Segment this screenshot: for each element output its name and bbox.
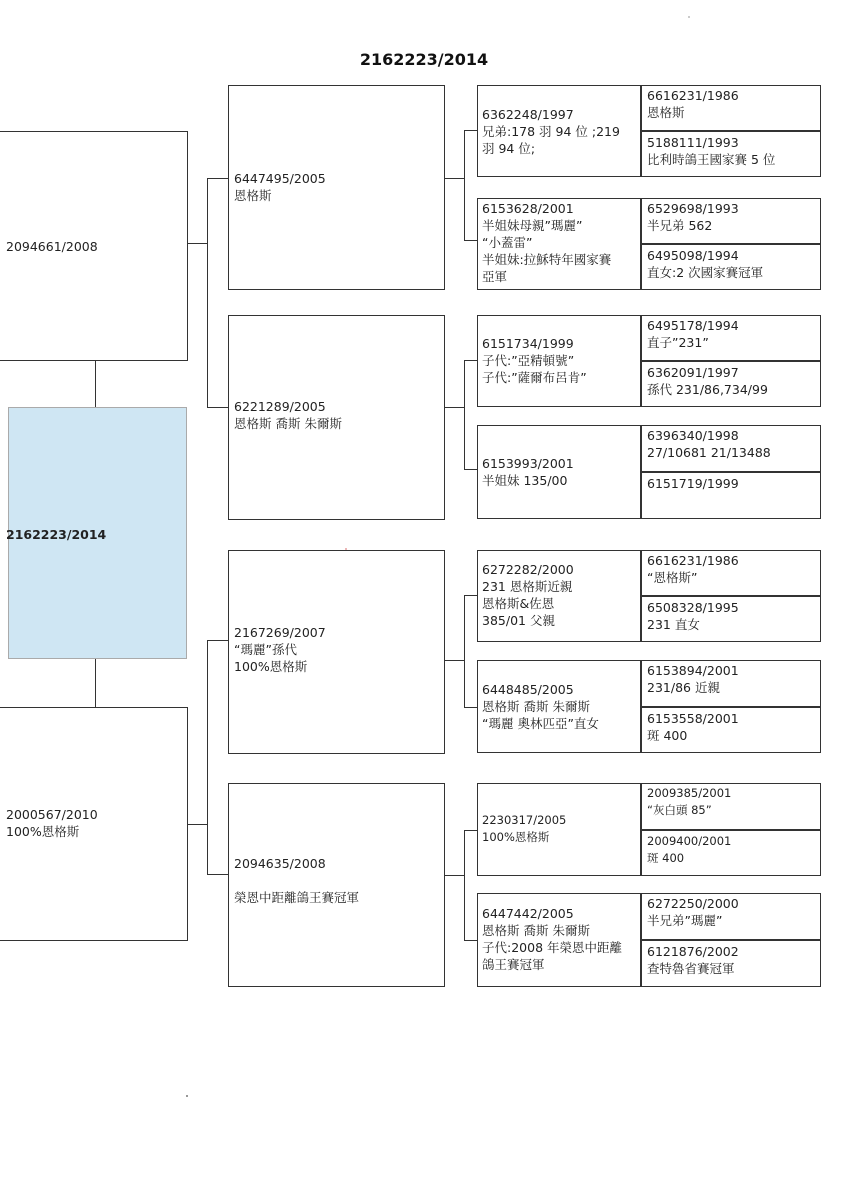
gen2-text-1 — [234, 170, 326, 204]
subject-id: 2162223/2014 — [6, 527, 107, 542]
gen4-text-13-line: 2009385/2001 — [647, 786, 732, 800]
gen4-text-13 — [647, 785, 731, 819]
gen2-text-2 — [234, 398, 342, 432]
connector-line — [207, 407, 228, 408]
gen2-text-2-line: 恩格斯 喬斯 朱爾斯 — [234, 416, 342, 431]
connector-line — [464, 707, 477, 708]
connector-line — [207, 178, 228, 179]
gen4-text-14 — [647, 833, 731, 867]
gen4-text-14-line: 斑 400 — [647, 851, 685, 865]
gen3-text-6-line: 6448485/2005 — [482, 682, 574, 697]
gen3-text-4 — [482, 455, 574, 489]
connector-line — [207, 178, 208, 408]
gen4-text-8 — [647, 475, 739, 492]
connector-line — [464, 830, 465, 940]
gen4-text-9-line: “恩格斯” — [647, 570, 698, 585]
gen4-text-6 — [647, 364, 768, 398]
gen4-text-7-line: 27/10681 21/13488 — [647, 445, 771, 460]
gen2-text-4-line: 2094635/2008 — [234, 856, 326, 871]
gen4-text-10-line: 6508328/1995 — [647, 600, 739, 615]
gen4-text-10 — [647, 599, 739, 633]
gen2-text-4 — [234, 855, 359, 906]
gen3-text-1-line: 羽 94 位; — [482, 141, 536, 156]
gen4-text-7 — [647, 427, 771, 461]
gen4-text-3-line: 6529698/1993 — [647, 201, 739, 216]
subject-text — [6, 526, 106, 543]
connector-line — [188, 243, 208, 244]
gen3-text-3 — [482, 335, 587, 386]
gen4-text-11 — [647, 662, 739, 696]
connector-line — [207, 640, 208, 875]
connector-line — [445, 178, 465, 179]
gen3-text-8-line: 恩格斯 喬斯 朱爾斯 — [482, 923, 590, 938]
gen3-text-4-line: 半姐妹 135/00 — [482, 473, 568, 488]
gen2-text-1-line: 恩格斯 — [234, 188, 272, 203]
gen3-text-2-line: 亞軍 — [482, 269, 508, 284]
connector-line — [445, 407, 465, 408]
gen4-text-2-line: 比利時鴿王國家賽 5 位 — [647, 152, 776, 167]
gen4-text-13-line: “灰白頭 85” — [647, 803, 712, 817]
gen3-text-4-line: 6153993/2001 — [482, 456, 574, 471]
gen3-text-7-line: 100%恩格斯 — [482, 830, 550, 844]
connector-line — [464, 595, 465, 707]
gen4-text-6-line: 6362091/1997 — [647, 365, 739, 380]
gen4-text-12 — [647, 710, 739, 744]
gen4-text-11-line: 6153894/2001 — [647, 663, 739, 678]
dam-text-line: 2000567/2010 — [6, 807, 98, 822]
gen3-text-8-line: 6447442/2005 — [482, 906, 574, 921]
gen3-text-1-line: 6362248/1997 — [482, 107, 574, 122]
page-title: 2162223/2014 — [359, 50, 489, 69]
gen3-text-2-line: 半姐妹:拉穌特年國家賽 — [482, 252, 612, 267]
gen3-text-7-line: 2230317/2005 — [482, 813, 567, 827]
gen4-text-9-line: 6616231/1986 — [647, 553, 739, 568]
gen4-text-10-line: 231 直女 — [647, 617, 700, 632]
connector-line — [464, 830, 477, 831]
gen4-text-9 — [647, 552, 739, 586]
gen4-text-16 — [647, 943, 739, 977]
gen2-text-3-line: 100%恩格斯 — [234, 659, 308, 674]
gen4-text-6-line: 孫代 231/86,734/99 — [647, 382, 768, 397]
gen3-text-8 — [482, 905, 622, 973]
gen3-text-6-line: 恩格斯 喬斯 朱爾斯 — [482, 699, 590, 714]
gen4-text-3-line: 半兄弟 562 — [647, 218, 713, 233]
gen3-text-2-line: 6153628/2001 — [482, 201, 574, 216]
gen4-text-5-line: 6495178/1994 — [647, 318, 739, 333]
connector-line — [207, 640, 228, 641]
gen3-text-3-line: 子代:”薩爾布呂肯” — [482, 370, 587, 385]
gen3-text-5-line: 385/01 父親 — [482, 613, 555, 628]
connector-line — [464, 360, 477, 361]
connector-line — [207, 874, 228, 875]
connector-line — [464, 940, 477, 941]
gen3-text-2 — [482, 200, 611, 285]
connector-line — [464, 595, 477, 596]
gen3-text-5-line: 6272282/2000 — [482, 562, 574, 577]
gen2-text-3-line: “瑪麗”孫代 — [234, 642, 297, 657]
gen4-text-15-line: 6272250/2000 — [647, 896, 739, 911]
gen3-text-7 — [482, 812, 566, 846]
gen3-text-2-line: 半姐妹母親”瑪麗” — [482, 218, 583, 233]
gen4-text-12-line: 斑 400 — [647, 728, 688, 743]
gen4-text-5 — [647, 317, 739, 351]
connector-line — [464, 130, 477, 131]
connector-line — [464, 469, 477, 470]
gen4-text-5-line: 直子”231” — [647, 335, 709, 350]
gen3-text-5 — [482, 561, 574, 629]
gen2-text-4-line — [234, 872, 359, 889]
gen2-text-2-line: 6221289/2005 — [234, 399, 326, 414]
connector-line — [445, 660, 465, 661]
scan-speck — [688, 16, 690, 18]
gen4-text-14-line: 2009400/2001 — [647, 834, 732, 848]
gen4-text-7-line: 6396340/1998 — [647, 428, 739, 443]
gen2-text-3 — [234, 624, 326, 675]
gen4-text-15 — [647, 895, 739, 929]
gen4-text-4 — [647, 247, 763, 281]
gen3-text-6-line: “瑪麗 奧林匹亞”直女 — [482, 716, 599, 731]
gen4-text-4-line: 6495098/1994 — [647, 248, 739, 263]
gen3-text-3-line: 子代:”亞精頓號” — [482, 353, 575, 368]
dam-text-line: 100%恩格斯 — [6, 824, 80, 839]
gen4-text-1 — [647, 87, 739, 121]
gen3-text-6 — [482, 681, 599, 732]
scan-speck — [345, 548, 347, 550]
gen3-text-1-line: 兄弟:178 羽 94 位 ;219 — [482, 124, 620, 139]
gen3-text-8-line: 鴿王賽冠軍 — [482, 957, 545, 972]
gen4-text-3 — [647, 200, 739, 234]
gen4-text-15-line: 半兄弟”瑪麗” — [647, 913, 723, 928]
gen4-text-2-line: 5188111/1993 — [647, 135, 739, 150]
connector-line — [188, 824, 208, 825]
gen4-text-1-line: 恩格斯 — [647, 105, 685, 120]
connector-line — [464, 240, 477, 241]
connector-line — [95, 659, 96, 707]
gen3-text-1 — [482, 106, 620, 157]
gen4-text-4-line: 直女:2 次國家賽冠軍 — [647, 265, 764, 280]
gen2-text-3-line: 2167269/2007 — [234, 625, 326, 640]
gen3-text-8-line: 子代:2008 年榮恩中距離 — [482, 940, 622, 955]
gen2-text-1-line: 6447495/2005 — [234, 171, 326, 186]
connector-line — [445, 875, 465, 876]
dam-text — [6, 806, 98, 840]
gen4-text-16-line: 查特魯省賽冠軍 — [647, 961, 735, 976]
connector-line — [464, 130, 465, 240]
gen3-text-3-line: 6151734/1999 — [482, 336, 574, 351]
gen2-text-4-line: 榮恩中距離鴿王賽冠軍 — [234, 890, 360, 905]
gen4-text-11-line: 231/86 近親 — [647, 680, 720, 695]
gen4-text-8-line: 6151719/1999 — [647, 476, 739, 491]
connector-line — [95, 361, 96, 407]
gen4-text-2 — [647, 134, 775, 168]
connector-line — [464, 360, 465, 469]
gen4-text-16-line: 6121876/2002 — [647, 944, 739, 959]
gen3-text-2-line: “小蓋雷” — [482, 235, 533, 250]
gen3-text-5-line: 231 恩格斯近親 — [482, 579, 573, 594]
gen4-text-1-line: 6616231/1986 — [647, 88, 739, 103]
gen4-text-12-line: 6153558/2001 — [647, 711, 739, 726]
sire-text-line: 2094661/2008 — [6, 239, 98, 254]
gen3-text-5-line: 恩格斯&佐恩 — [482, 596, 555, 611]
scan-speck — [186, 1095, 188, 1097]
sire-text — [6, 238, 98, 255]
